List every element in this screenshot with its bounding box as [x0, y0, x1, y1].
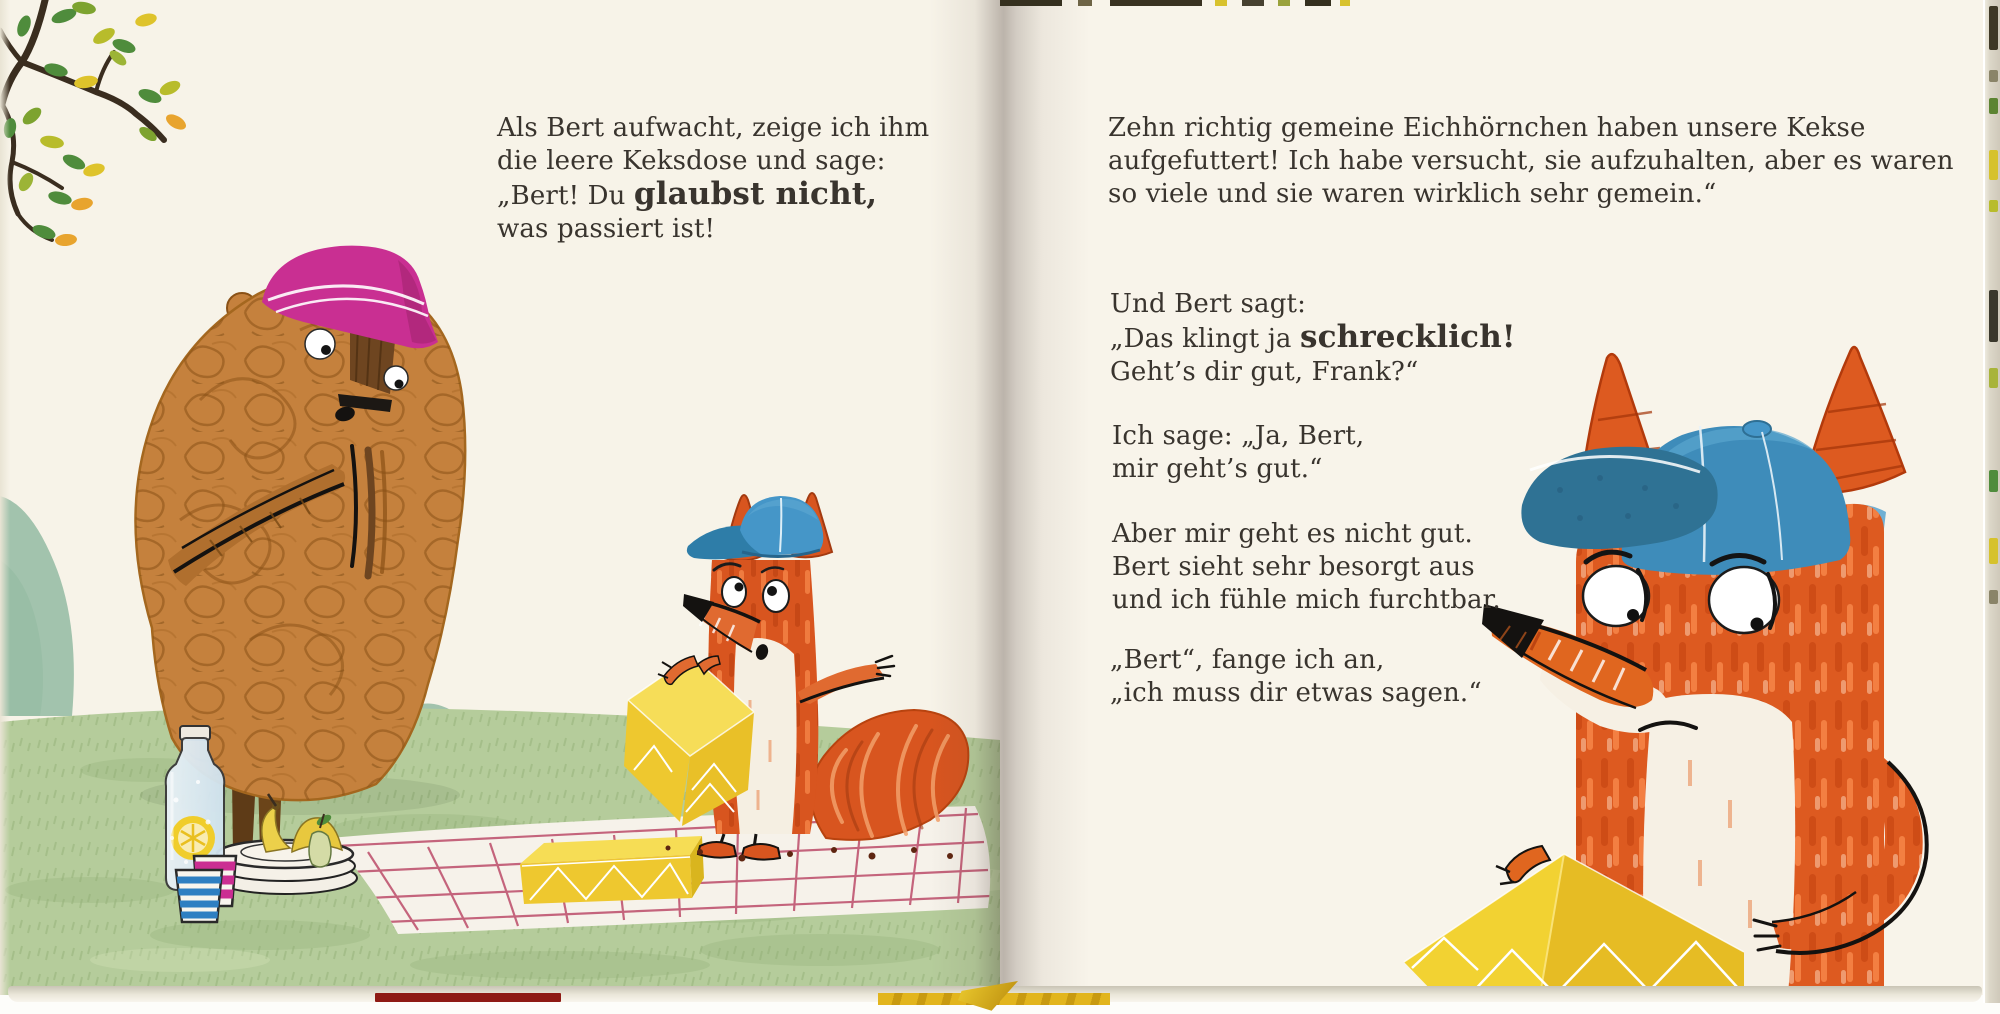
page-edge-art — [1989, 538, 1998, 564]
story-text-left — [497, 112, 929, 246]
text-line — [1110, 356, 1516, 389]
text: aufgefuttert! Ich habe versucht, sie aufzuhalten, aber es waren — [1108, 146, 1954, 176]
cover-red-sliver — [375, 993, 561, 1002]
text-line — [497, 112, 929, 145]
story-text-right-paragraph1 — [1108, 112, 1954, 211]
branch-leaves — [2, 0, 188, 247]
text: Geht’s dir gut, Frank?“ — [1110, 357, 1419, 387]
page-edge-art — [1989, 98, 1998, 114]
page-edge-art — [1989, 290, 1998, 342]
text: mir geht’s gut.“ — [1112, 454, 1323, 484]
text: Ich sage: „Ja, Bert, — [1112, 421, 1365, 451]
page-edge-art — [1989, 6, 1998, 50]
next-page-art-sliver — [1000, 0, 1350, 6]
text: Als Bert aufwacht, zeige ich ihm — [497, 113, 930, 143]
text: was passiert ist! — [497, 214, 716, 244]
story-text-right-paragraph5 — [1110, 644, 1482, 710]
text-line — [1112, 518, 1501, 551]
text-line — [1108, 145, 1954, 178]
page-edge-art — [1989, 70, 1998, 82]
page-edge-highlight — [1983, 0, 1985, 1003]
text: Und Bert sagt: — [1110, 289, 1306, 319]
text-line — [1112, 584, 1501, 617]
text-line — [1110, 288, 1516, 321]
striped-cup-blue — [175, 870, 223, 922]
small-fox-character — [624, 493, 968, 860]
fox-cap — [687, 496, 823, 559]
page-edge-art — [1989, 200, 1998, 212]
page-edge-art — [1989, 590, 1998, 604]
text-line — [1110, 321, 1516, 356]
text-line — [497, 178, 929, 213]
cap-brim — [1521, 447, 1717, 549]
text: Bert sieht sehr besorgt aus — [1112, 552, 1475, 582]
text: „Bert! Du — [497, 181, 634, 211]
cookie-tin-on-blanket — [520, 836, 704, 904]
page-edge-art — [1989, 150, 1998, 180]
story-text-right-paragraph3 — [1112, 420, 1364, 486]
text-line — [1112, 551, 1501, 584]
text-line — [1112, 453, 1364, 486]
page-edge-art — [1989, 470, 1998, 492]
text: „Das klingt ja — [1110, 324, 1300, 354]
page-edge-art — [1989, 368, 1998, 388]
book-right-edge — [1983, 0, 2000, 1003]
text: „ich muss dir etwas sagen.“ — [1110, 678, 1482, 708]
story-text-right-paragraph2 — [1110, 288, 1516, 389]
text-line — [1108, 112, 1954, 145]
emphasized-text: schrecklich! — [1300, 319, 1516, 355]
text-line — [497, 213, 929, 246]
text-line — [497, 145, 929, 178]
text-line — [1108, 178, 1954, 211]
big-fox-character — [1404, 347, 1927, 995]
text: „Bert“, fange ich an, — [1110, 645, 1385, 675]
text: und ich fühle mich furchtbar. — [1112, 585, 1501, 615]
text: Zehn richtig gemeine Eichhörnchen haben unsere Kekse — [1108, 113, 1866, 143]
story-text-right-paragraph4 — [1112, 518, 1501, 617]
text: so viele und sie waren wirklich sehr gemein.“ — [1108, 179, 1717, 209]
text: Aber mir geht es nicht gut. — [1112, 519, 1473, 549]
left-page-edge — [0, 0, 10, 995]
emphasized-text: glaubst nicht, — [633, 176, 878, 212]
text: die leere Keksdose und sage: — [497, 146, 886, 176]
big-fox-cap — [1521, 421, 1850, 575]
text-line — [1112, 420, 1364, 453]
text-line — [1110, 644, 1482, 677]
text-line — [1110, 677, 1482, 710]
